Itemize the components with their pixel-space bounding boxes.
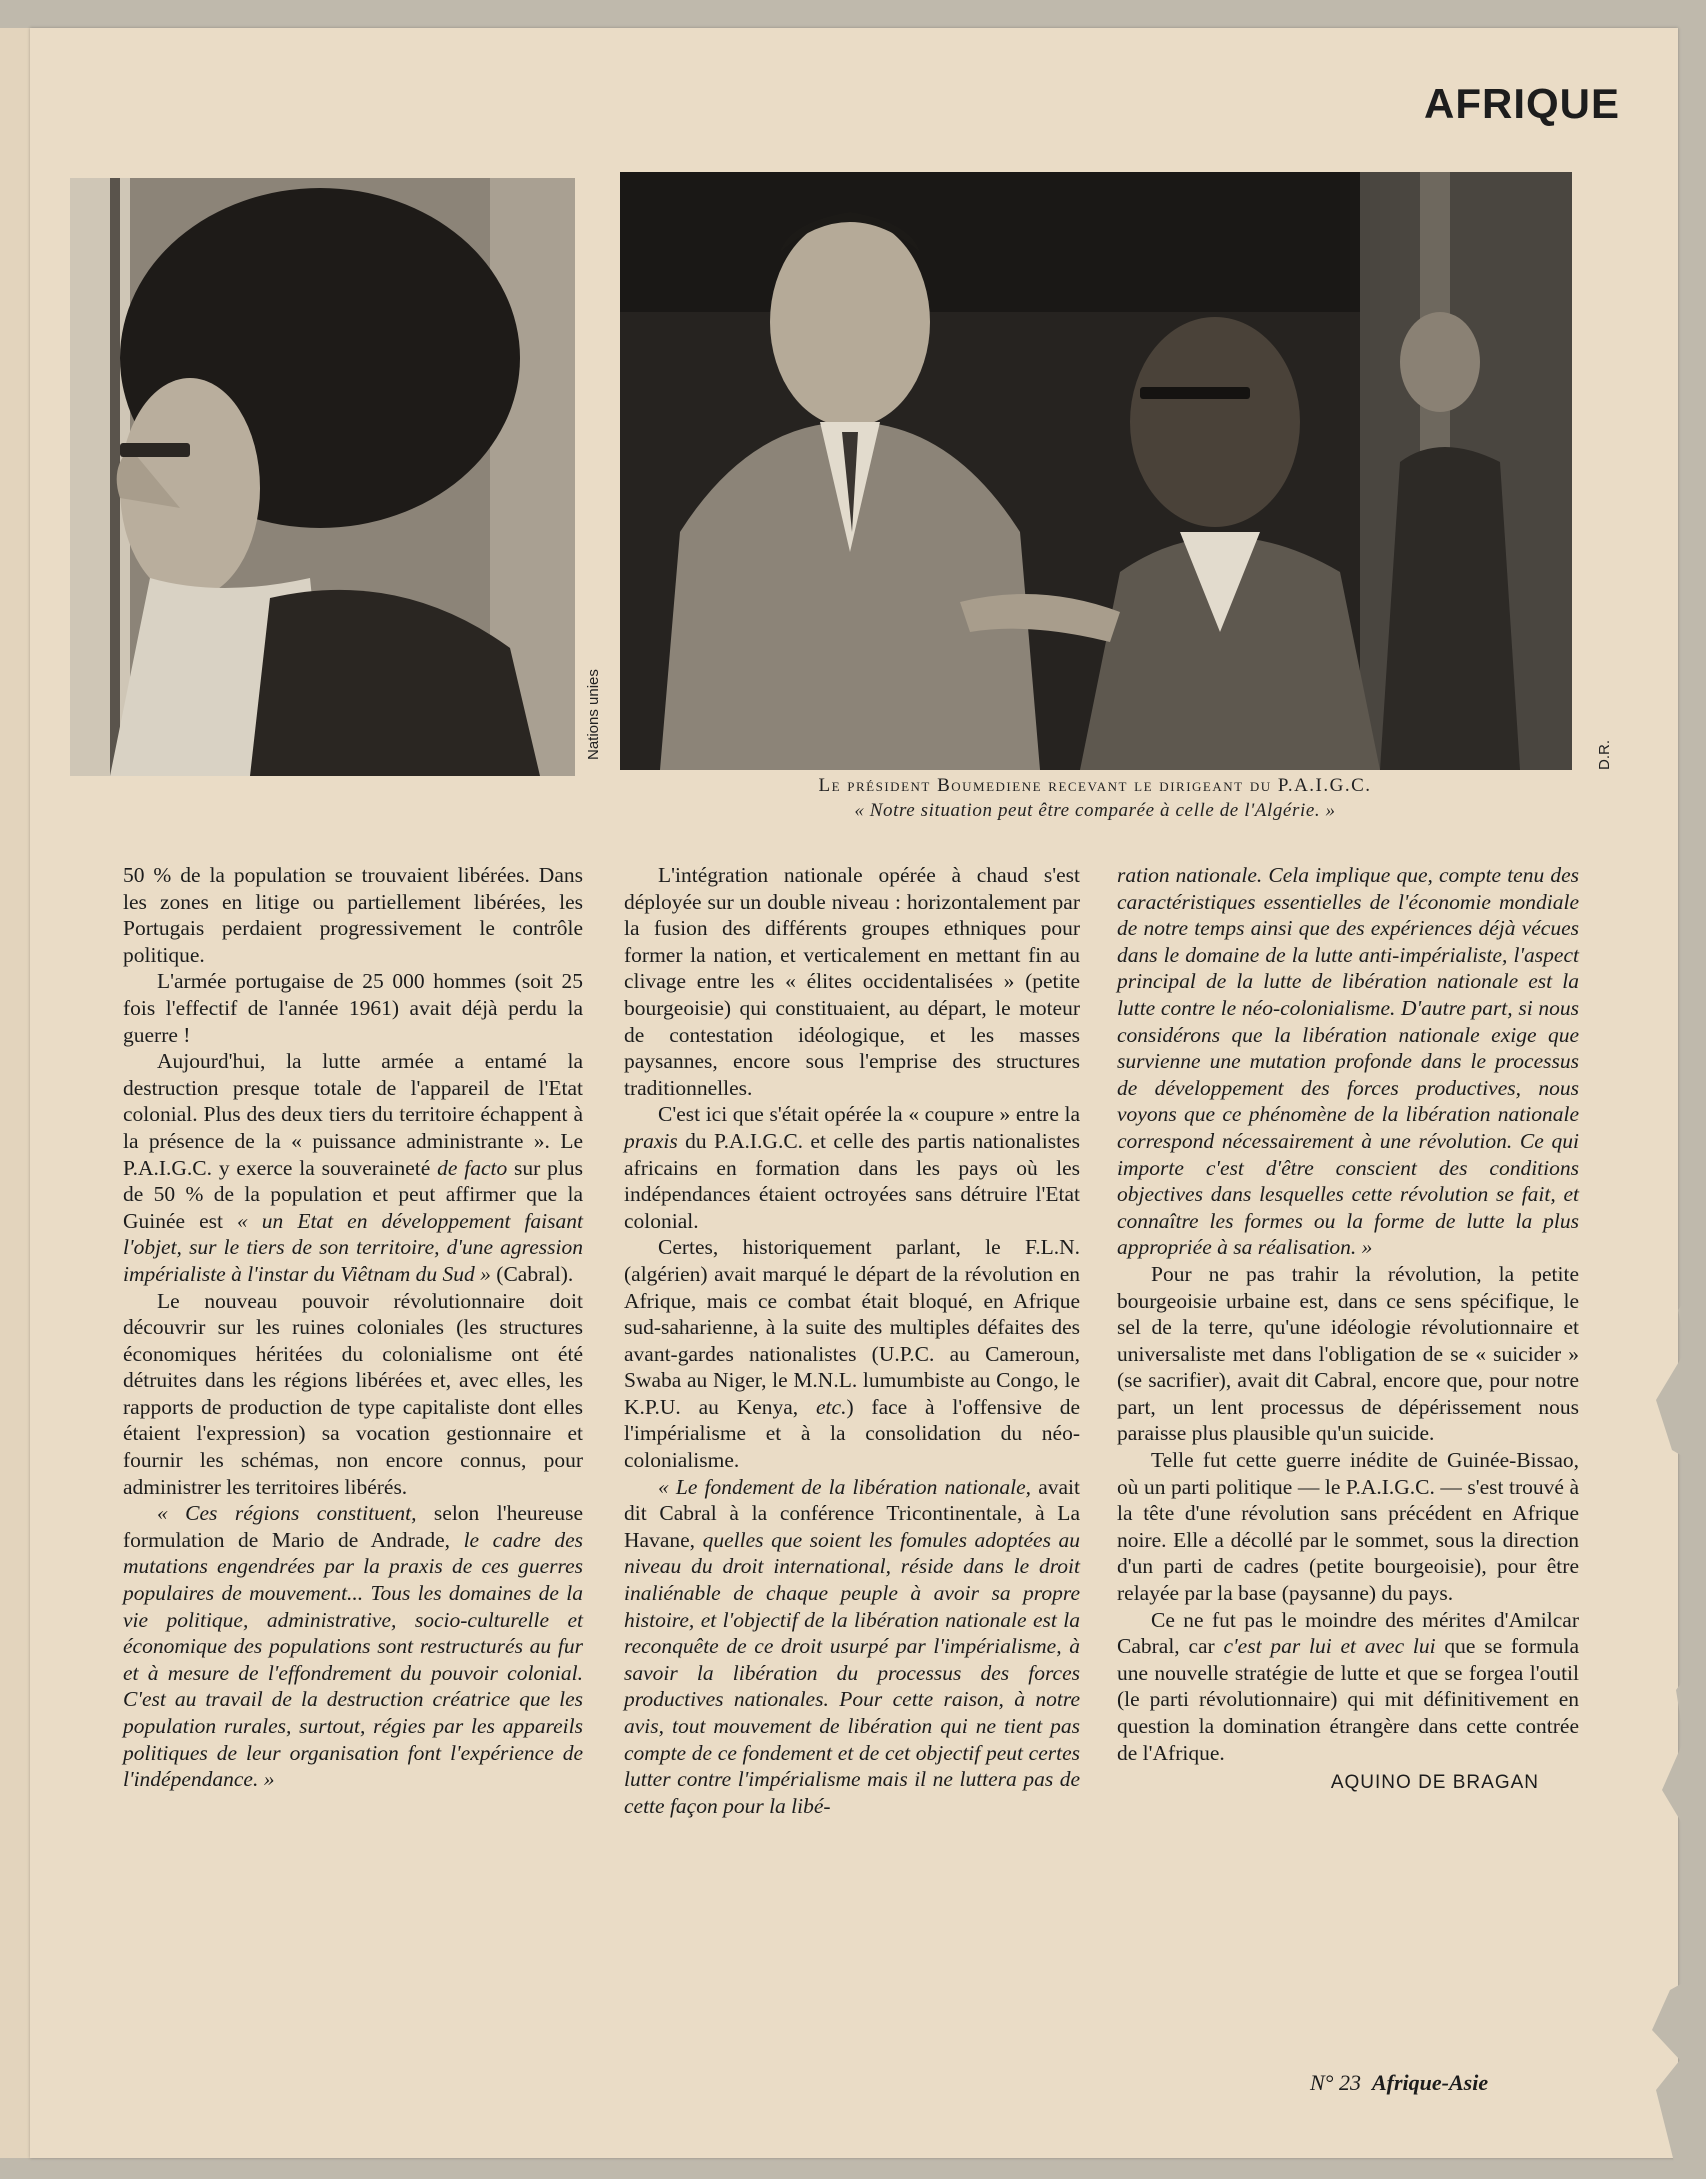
text-run-italic: etc. (816, 1394, 847, 1419)
text-run: Aujourd'hui, la lutte armée a entamé la destruction presque totale de l'appareil de l'Etat colonial. Plus des deux tiers du territoire échappent à la présence de la « puissance administrante ». Le P.A.I.G.C. y exerce la souveraineté (123, 1049, 583, 1180)
article-column-3 (1117, 862, 1579, 1797)
text-run: sur plus de 50 % de la population et peut affirmer que la Guinée est (123, 1155, 583, 1233)
photo-credit-left: Nations unies (585, 669, 602, 760)
photo-caption-quote: « Notre situation peut être comparée à celle de l'Algérie. » (854, 800, 1336, 821)
torn-edge-decoration (1626, 1270, 1706, 2170)
text-run: (Cabral). (490, 1261, 574, 1286)
paragraph (624, 1234, 1080, 1473)
photo-right-handshake (620, 172, 1572, 770)
photo-caption-title: Le président Boumediene recevant le dirigeant du P.A.I.G.C. (818, 775, 1372, 796)
photo-left-portrait (70, 178, 575, 776)
photo-credit-right: D.R. (1596, 740, 1613, 770)
text-run: du P.A.I.G.C. et celle des partis nationalistes africains en formation dans les pays où les indépendances étaient octroyées sans détruire l'Etat colonial. (624, 1128, 1080, 1233)
author-signature: AQUINO DE BRAGAN (1330, 1772, 1539, 1794)
paragraph: Telle fut cette guerre inédite de Guinée-Bissao, où un parti politique — le P.A.I.G.C. — s'est trouvé à la tête d'une révolution sans précédent en Afrique noire. Elle a décollé par le sommet, sous la direction d'un parti de cadres (petite bourgeoisie), pour être relayée par la base (paysanne) du pays. (1117, 1448, 1579, 1606)
quote-italic: « Le fondement de la libération nationale, (658, 1474, 1032, 1499)
text-run: avait dit Cabral à la conférence Tricontinentale, à La Havane, (624, 1474, 1080, 1552)
quote-italic: ration nationale. Cela implique que, compte tenu des caractéristiques essentielles de l'économie mondiale de notre temps ainsi que des expériences déjà vécues dans le domaine de la lutte anti-impérialiste, l'aspect principal de la lutte de libération nationale est la lutte contre le néo-colonialisme. D'autre part, si nous considérons que la libération nationale exige que survienne une mutation profonde dans le processus de développement des forces productives, nous voyons que ce phénomène de la libération nationale correspond nécessairement à une révolution. Ce qui importe c'est d'être conscient des conditions objectives dans lesquelles cette révolution se fait, et connaître les formes ou la forme de lutte la plus appropriée à sa réalisation. » (1117, 863, 1579, 1260)
text-run: Certes, historiquement parlant, le F.L.N. (algérien) avait marqué le départ de la révolution en Afrique, mais ce combat était bloqué, en Afrique sud-saharienne, à la suite des multiples défaites des avant-gardes nationalistes (U.P.C. au Cameroun, Swaba au Niger, le M.N.L. lumumbiste au Congo, le K.P.U. au Kenya, (624, 1235, 1080, 1419)
quote-italic: le cadre des mutations engendrées par la praxis de ces guerres populaires de mouvement... Tous les domaines de la vie politique, administrative, socio-culturelle et économique des populations sont restructurés au fur et à mesure de l'effondrement du pouvoir colonial. C'est au travail de la destruction créatrice que les population rurales, surtout, régies par les appareils politiques de leur organisation font l'expérience de l'indépendance. » (123, 1527, 583, 1792)
article-column-1 (123, 862, 583, 1793)
text-run: selon l'heureuse formulation de Mario de Andrade, (123, 1501, 583, 1552)
paragraph (123, 1048, 583, 1287)
paragraph: 50 % de la population se trouvaient libérées. Dans les zones en litige ou partiellement libérées, les Portugais perdaient progressivement le contrôle politique. (123, 863, 583, 967)
page-folio (1310, 2070, 1488, 2096)
quote-italic: quelles que soient les fomules adoptées au niveau du droit international, réside dans le droit inaliénable de chaque peuple à avoir sa propre histoire, et l'objectif de la libération nationale est la reconquête de ce droit usurpé par l'impérialisme, à savoir la libération du processus des forces productives nationales. Pour cette raison, à notre avis, tout mouvement de libération qui ne tient pas compte de ce fondement et de cet objectif peut certes lutter contre l'impérialisme mais il ne luttera pas de cette façon pour la libé- (624, 1527, 1081, 1818)
text-run-italic: c'est par lui et avec lui (1223, 1634, 1436, 1659)
paragraph: Pour ne pas trahir la révolution, la petite bourgeoisie urbaine est, dans ce sens spécifique, le sel de la terre, qu'une idéologie révolutionnaire et universaliste met dans l'obligation de se « suicider » (se sacrifier), avait dit Cabral, encore que, pour notre part, un lent processus de dépérissement nous paraisse plus plausible qu'un suicide. (1117, 1261, 1579, 1446)
quote-italic: « un Etat en développement faisant l'objet, sur le tiers de son territoire, d'une agression impérialiste à l'instar du Viêtnam du Sud » (123, 1208, 584, 1286)
article-column-2 (624, 862, 1080, 1819)
issue-number: N° 23 (1310, 2070, 1361, 2095)
photo-right-image (620, 172, 1572, 770)
text-run-italic: praxis (624, 1128, 678, 1153)
paragraph: Le nouveau pouvoir révolutionnaire doit découvrir sur les ruines coloniales (les structures économiques héritées du colonialisme ont été détruites dans les régions libérées et, avec elles, les rapports de production de type capitaliste dont elles étaient l'expression) sa vocation gestionnaire et fournir les schémas, non encore connus, pour administrer les territoires libérés. (123, 1288, 583, 1499)
text-run: Ce ne fut pas le moindre des mérites d'Amilcar Cabral, car (1117, 1607, 1579, 1659)
paragraph (624, 1101, 1080, 1234)
facing-page-edge (0, 28, 32, 2158)
text-run-italic: de facto (437, 1155, 508, 1180)
paragraph (624, 1474, 1080, 1820)
magazine-title: Afrique-Asie (1371, 2070, 1489, 2095)
text-run: que se formula une nouvelle stratégie de lutte et que se forgea l'outil (le parti révolutionnaire) qui mit définitivement en question la domination étrangère dans cette contrée de l'Afrique. (1117, 1634, 1579, 1765)
paragraph: L'intégration nationale opérée à chaud s'est déployée sur un double niveau : horizontalement par la fusion des différents groupes ethniques pour former la nation, et verticalement en mettant fin au clivage entre les « élites occidentalisées » (petite bourgeoisie) qui constituaient, au départ, le moteur de contestation idéologique, et les masses paysannes, encore sous l'emprise des structures traditionnelles. (624, 863, 1080, 1100)
paragraph (123, 1500, 583, 1793)
photo-left-image (70, 178, 575, 776)
text-run: ) face à l'offensive de l'impérialisme et à la consolidation du néo-colonialisme. (624, 1394, 1080, 1473)
section-heading: AFRIQUE (1424, 80, 1620, 127)
paragraph (1117, 862, 1579, 1261)
text-run: C'est ici que s'était opérée la « coupure » entre la (658, 1102, 1080, 1127)
paragraph: L'armée portugaise de 25 000 hommes (soit 25 fois l'effectif de l'année 1961) avait déjà perdu la guerre ! (123, 969, 583, 1047)
paragraph (1117, 1607, 1579, 1767)
quote-italic: « Ces régions constituent, (157, 1501, 417, 1526)
